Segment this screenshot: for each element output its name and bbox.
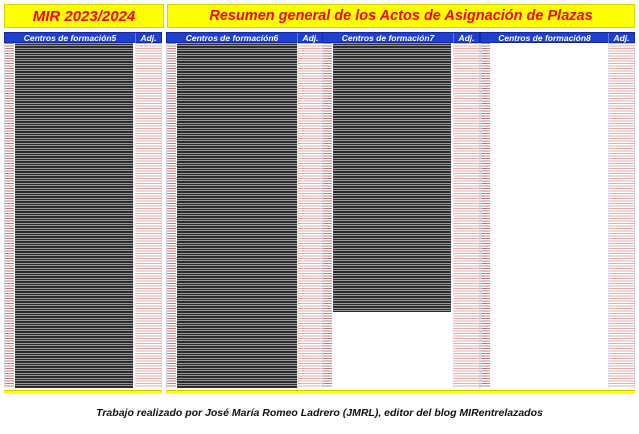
- total-row: [480, 390, 635, 394]
- adj-values: [135, 43, 161, 388]
- right-title: Resumen general de los Actos de Asignación de Plazas: [167, 4, 635, 28]
- credit-text: Trabajo realizado por José María Romeo Ladrero (JMRL), editor del blog MIRentrelazados: [96, 407, 543, 419]
- left-title: MIR 2023/2024: [4, 4, 164, 28]
- column-list[interactable]: [480, 43, 635, 388]
- row-numbers: [167, 43, 176, 388]
- column-header: [322, 32, 480, 43]
- column-list[interactable]: [4, 43, 162, 388]
- column-centros-6: [166, 32, 324, 390]
- column-centros-5: [4, 32, 162, 390]
- total-row: [4, 390, 162, 394]
- column-title: Centros de formación8: [498, 32, 591, 43]
- adj-values: [608, 43, 634, 388]
- column-centros-8: [480, 32, 635, 390]
- column-header: [166, 32, 324, 43]
- row-numbers: [323, 43, 332, 388]
- row-numbers: [481, 43, 490, 388]
- list-entries: [333, 43, 451, 312]
- total-row: [166, 390, 322, 394]
- row-numbers: [5, 43, 14, 388]
- column-title: Centros de formación6: [185, 32, 279, 43]
- adj-header: Adj.: [135, 33, 161, 43]
- list-entries: [177, 43, 299, 388]
- column-list[interactable]: [166, 43, 324, 388]
- adj-values: [297, 43, 323, 388]
- adj-header: Adj.: [297, 33, 323, 43]
- list-entries: [15, 43, 133, 388]
- adj-values: [453, 43, 479, 388]
- column-title: Centros de formación5: [23, 32, 117, 43]
- column-centros-7: [322, 32, 480, 390]
- column-title: Centros de formación7: [341, 32, 435, 43]
- total-row: [322, 390, 480, 394]
- adj-header: Adj.: [608, 33, 634, 43]
- column-list[interactable]: [322, 43, 480, 388]
- column-header: [480, 32, 635, 43]
- column-header: [4, 32, 162, 43]
- adj-header: Adj.: [453, 33, 479, 43]
